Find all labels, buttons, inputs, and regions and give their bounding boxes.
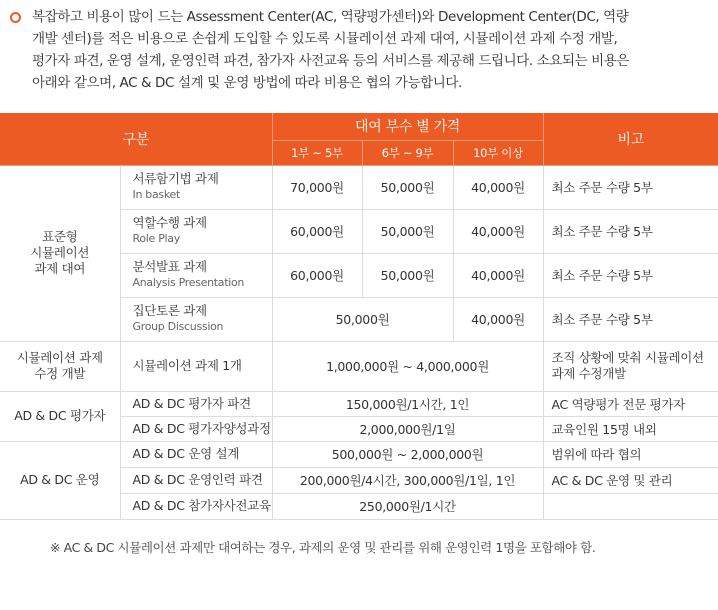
item-name-ko: 서류함기법 과제 bbox=[132, 171, 219, 186]
item-name: 시뮬레이션 과제 1개 bbox=[120, 341, 272, 391]
header-price-group: 대여 부수 별 가격 bbox=[272, 113, 543, 140]
remark: 최소 주문 수량 5부 bbox=[543, 165, 718, 209]
remark: 최소 주문 수량 5부 bbox=[543, 297, 718, 341]
item-name bbox=[120, 165, 272, 209]
price-tier-3: 40,000원 bbox=[453, 297, 543, 341]
price-tier-2: 50,000원 bbox=[362, 165, 453, 209]
price: 500,000원 ~ 2,000,000원 bbox=[272, 441, 543, 467]
footnote: ※ AC & DC 시뮬레이션 과제만 대여하는 경우, 과제의 운영 및 관리를 위해 운영인력 1명을 포함해야 함. bbox=[50, 540, 596, 555]
remark bbox=[543, 493, 718, 519]
item-name-en: In basket bbox=[132, 188, 181, 201]
item-name: AD & DC 참가자사전교육 bbox=[120, 493, 272, 519]
price: 200,000원/4시간, 300,000원/1일, 1인 bbox=[272, 467, 543, 493]
header-remarks: 비고 bbox=[543, 113, 718, 165]
header-category: 구분 bbox=[0, 113, 272, 165]
item-name-en: Group Discussion bbox=[132, 320, 224, 333]
item-name bbox=[120, 209, 272, 253]
price-tier-2: 50,000원 bbox=[362, 253, 453, 297]
category-operation: AD & DC 운영 bbox=[0, 441, 120, 519]
remark: AC & DC 운영 및 관리 bbox=[543, 467, 718, 493]
price-tier-1: 60,000원 bbox=[272, 209, 362, 253]
remark: AC 역량평가 전문 평가자 bbox=[543, 391, 718, 416]
circle-bullet-icon bbox=[10, 12, 21, 23]
price-tier-3: 40,000원 bbox=[453, 165, 543, 209]
header-tier-3: 10부 이상 bbox=[453, 140, 543, 165]
item-name: AD & DC 평가자양성과정 bbox=[120, 416, 272, 441]
item-name-ko: 분석발표 과제 bbox=[132, 259, 207, 274]
price-tier-2: 50,000원 bbox=[362, 209, 453, 253]
remark: 최소 주문 수량 5부 bbox=[543, 253, 718, 297]
remark: 범위에 따라 협의 bbox=[543, 441, 718, 467]
item-name-ko: 집단토론 과제 bbox=[132, 303, 207, 318]
category-standard: 표준형 시뮬레이션 과제 대여 bbox=[0, 165, 120, 341]
price-tier-3: 40,000원 bbox=[453, 253, 543, 297]
price-tier-1: 70,000원 bbox=[272, 165, 362, 209]
intro-section bbox=[0, 0, 718, 110]
item-name-en: Analysis Presentation bbox=[132, 276, 245, 289]
price-tier-1: 60,000원 bbox=[272, 253, 362, 297]
item-name: AD & DC 운영인력 파견 bbox=[120, 467, 272, 493]
remark: 조직 상황에 맞춰 시뮬레이션 과제 수정개발 bbox=[543, 341, 718, 391]
price: 2,000,000원/1일 bbox=[272, 416, 543, 441]
header-tier-1: 1부 ~ 5부 bbox=[272, 140, 362, 165]
table-row bbox=[0, 441, 718, 467]
table-row bbox=[0, 341, 718, 391]
header-tier-2: 6부 ~ 9부 bbox=[362, 140, 453, 165]
item-name-en: Role Play bbox=[132, 232, 180, 245]
price-tier-1-2: 50,000원 bbox=[272, 297, 453, 341]
table-row bbox=[0, 165, 718, 209]
item-name-ko: 역할수행 과제 bbox=[132, 215, 207, 230]
price: 1,000,000원 ~ 4,000,000원 bbox=[272, 341, 543, 391]
pricing-table bbox=[0, 113, 718, 520]
item-name: AD & DC 운영 설계 bbox=[120, 441, 272, 467]
intro-text: 복잡하고 비용이 많이 드는 Assessment Center(AC, 역량평가센터)와 Development Center(DC, 역량 개발 센터)를 적은 비용으로 손쉽게 도입할 수 있도록 시뮬레이션 과제 대여, 시뮬레이션 과제 수정 개발, 평가자 파견, 운영 설계, 운영인력 파견, 참가자 사전교육 등의 서비스를 제공해 드립니다. 소요되는 비용은 아래와 같으며, AC & DC 설계 및 운영 방법에 따라 비용은 협의 가능합니다. bbox=[32, 9, 630, 91]
category-assessor: AD & DC 평가자 bbox=[0, 391, 120, 441]
remark: 교육인원 15명 내외 bbox=[543, 416, 718, 441]
table-row bbox=[0, 391, 718, 416]
price: 250,000원/1시간 bbox=[272, 493, 543, 519]
category-custom: 시뮬레이션 과제 수정 개발 bbox=[0, 341, 120, 391]
item-name bbox=[120, 297, 272, 341]
price-tier-3: 40,000원 bbox=[453, 209, 543, 253]
price: 150,000원/1시간, 1인 bbox=[272, 391, 543, 416]
remark: 최소 주문 수량 5부 bbox=[543, 209, 718, 253]
item-name: AD & DC 평가자 파견 bbox=[120, 391, 272, 416]
item-name bbox=[120, 253, 272, 297]
